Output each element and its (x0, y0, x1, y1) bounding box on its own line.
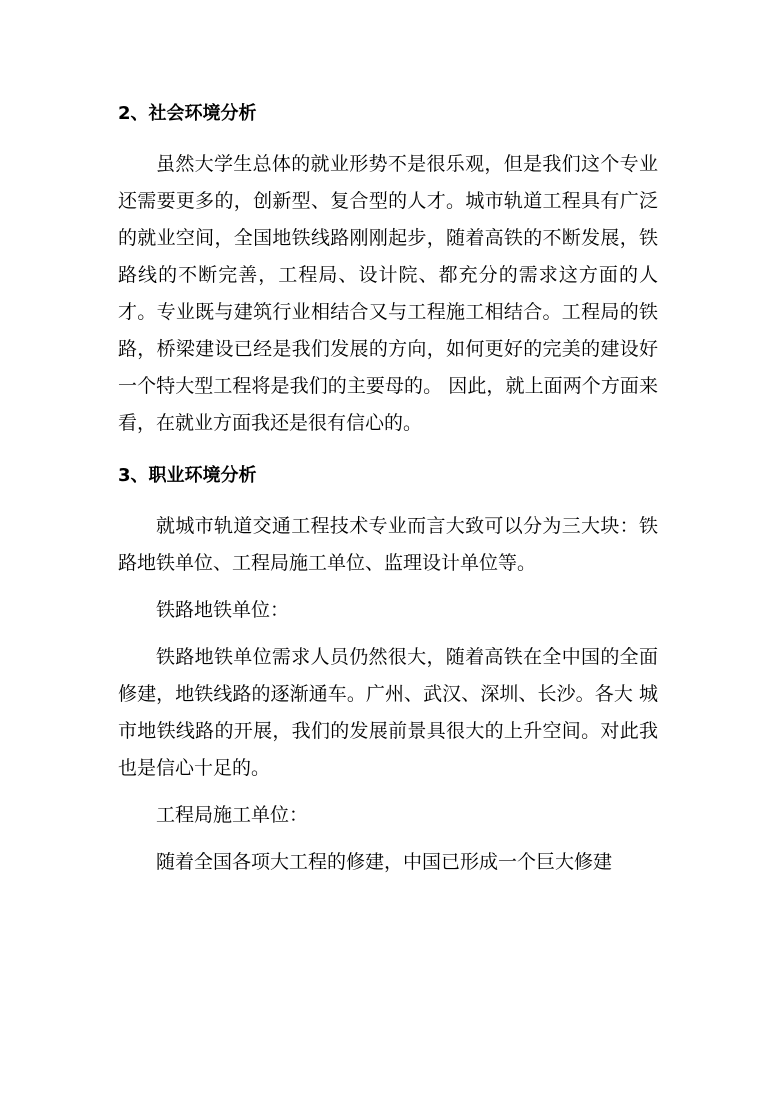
section-heading-social-environment: 2、社会环境分析 (118, 103, 257, 124)
section-heading-career-environment: 3、职业环境分析 (118, 465, 257, 486)
paragraph-engineering-construction-units: 随着全国各项大工程的修建，中国已形成一个巨大修建 (156, 851, 613, 873)
paragraph-social-environment: 虽然大学生总体的就业形势不是很乐观，但是我们这个专业还需要更多的，创新型、复合型的人才。城市轨道工程具有广泛的就业空间，全国地铁线路刚刚起步，随着高铁的不断发展，铁路线的不断完善，工程局、设计院、都充分的需求这方面的人才。专业既与建筑行业相结合又与工程施工相结合。工程局的铁路，桥梁建设已经是我们发展的方向，如何更好的完美的建设好一个特大型工程将是我们的主要母的。 因此，就上面两个方面来看，在就业方面我还是很有信心的。 (118, 153, 658, 434)
paragraph-railway-metro-units: 铁路地铁单位需求人员仍然很大，随着高铁在全中国的全面修建，地铁线路的逐渐通车。广州、武汉、深圳、长沙。各大 城市地铁线路的开展，我们的发展前景具很大的上升空间。对此我也是信心十足的。 (118, 646, 658, 779)
subheading-railway-metro-units: 铁路地铁单位： (156, 599, 290, 621)
paragraph-career-overview: 就城市轨道交通工程技术专业而言大致可以分为三大块：铁路地铁单位、工程局施工单位、监理设计单位等。 (118, 515, 658, 574)
document-body (118, 92, 658, 881)
subheading-engineering-construction-units: 工程局施工单位： (156, 804, 309, 826)
